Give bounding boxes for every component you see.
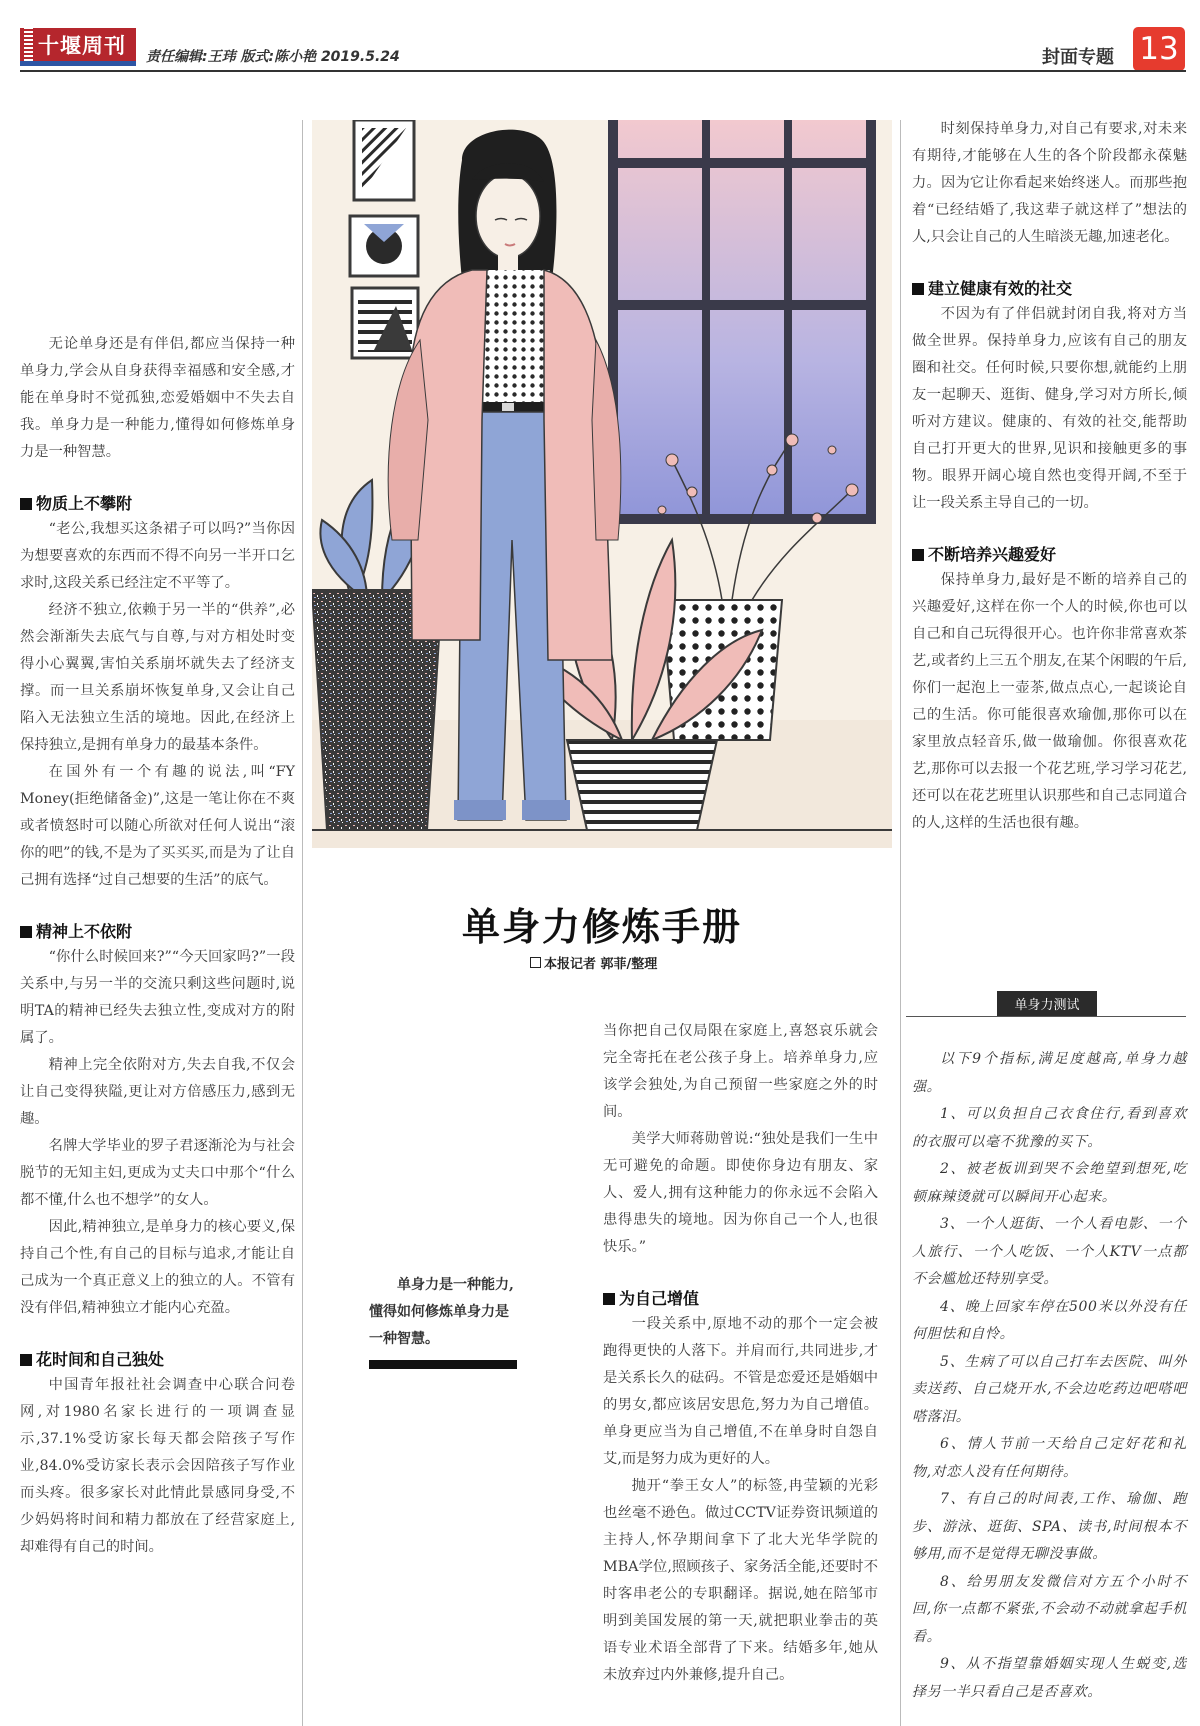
section-heading-text: 精神上不依附 [36,922,133,941]
test-item: 5、生病了可以自己打车去医院、叫外卖送药、自己烧开水,不会边吃药边吧嗒吧嗒落泪。 [912,1353,1187,1425]
masthead-logo [20,28,136,66]
section-heading [20,492,295,516]
left-column [20,331,295,1561]
editor-line: 责任编辑:王玮 版式:陈小艳 2019.5.24 [146,49,400,65]
pull-quote: 单身力是一种能力,懂得如何修炼单身力是一种智慧。 [369,1277,514,1347]
test-item: 2、被老板训到哭不会绝望到想死,吃顿麻辣烫就可以瞬间开心起来。 [912,1161,1187,1205]
masthead-stripe [24,28,33,61]
body-paragraph: 保持单身力,最好是不断的培养自己的兴趣爱好,这样在你一个人的时候,你也可以自己和自己玩得很开心。也许你非常喜欢茶艺,或者约上三五个朋友,在某个闲暇的午后,你们一起泡上一壶茶,做点点心,一起谈论自己的生活。你可能很喜欢瑜伽,那你可以在家里放点轻音乐,做一做瑜伽。你很喜欢花艺,那你可以去报一个花艺班,学习学习花艺,还可以在花艺班里认识那些和自己志同道合的人,这样的生活也很有趣。 [912,572,1187,831]
heading-square-bullet [20,1354,32,1366]
section-heading [20,920,295,944]
body-paragraph: 中国青年报社社会调查中心联合问卷网,对1980名家长进行的一项调查显示,37.1%受访家长每天都会陪孩子写作业,84.0%受访家长表示会因陪孩子写作业而头疼。很多家长对此情此景感同身受,不少妈妈将时间和精力都放在了经营家庭上,却难得有自己的时间。 [20,1377,295,1555]
middle-column [603,1018,878,1689]
test-item: 3、一个人逛街、一个人看电影、一个人旅行、一个人吃饭、一个人KTV一点都不会尴尬还特别享受。 [912,1216,1187,1287]
section-label: 封面专题 [1042,47,1114,68]
test-item: 7、有自己的时间表,工作、瑜伽、跑步、游泳、逛街、SPA、读书,时间根本不够用,而不是觉得无聊没事做。 [912,1491,1187,1562]
intro-paragraph: 无论单身还是有伴侣,都应当保持一种单身力,学会从自身获得幸福感和安全感,才能在单身时不觉孤独,恋爱婚姻中不失去自我。单身力是一种能力,懂得如何修炼单身力是一种智慧。 [20,336,295,460]
test-item: 1、可以负担自己衣食住行,看到喜欢的衣服可以毫不犹豫的买下。 [912,1106,1187,1150]
body-paragraph: 经济不独立,依赖于另一半的“供养”,必然会渐渐失去底气与自尊,与对方相处时变得小心翼翼,害怕关系崩坏就失去了经济支撑。而一旦关系崩坏恢复单身,又会让自己陷入无法独立生活的境地。因此,在经济上保持独立,是拥有单身力的最基本条件。 [20,602,295,753]
byline-text: 本报记者 郭菲/整理 [544,957,658,972]
header-rule [20,70,1186,72]
heading-square-bullet [912,283,924,295]
test-item: 6、情人节前一天给自己定好花和礼物,对恋人没有任何期待。 [912,1436,1187,1480]
body-paragraph: “老公,我想买这条裙子可以吗?”当你因为想要喜欢的东西而不得不向另一半开口乞求时,这段关系已经注定不平等了。 [20,521,295,591]
section-heading-text: 不断培养兴趣爱好 [928,545,1057,564]
heading-square-bullet [20,926,32,938]
test-list [912,1046,1187,1706]
body-paragraph: 因此,精神独立,是单身力的核心要义,保持自己个性,有自己的目标与追求,才能让自己成为一个真正意义上的独立的人。不管有没有伴侣,精神独立才能内心充盈。 [20,1219,295,1316]
section-heading-text: 物质上不攀附 [36,494,133,513]
body-paragraph: 名牌大学毕业的罗子君逐渐沦为与社会脱节的无知主妇,更成为丈夫口中那个“什么都不懂,什么也不想学”的女人。 [20,1138,295,1208]
test-rule [906,1016,1186,1017]
pull-quote-bar [369,1360,517,1369]
section-heading [912,277,1187,301]
page-number-badge: 13 [1133,27,1185,71]
column-divider [302,120,303,1726]
heading-square-bullet [603,1293,615,1305]
body-paragraph: 当你把自己仅局限在家庭上,喜怒哀乐就会完全寄托在老公孩子身上。培养单身力,应该学会独处,为自己预留一些家庭之外的时间。 [603,1023,878,1120]
body-paragraph: “你什么时候回来?”“今天回家吗?”一段关系中,与另一半的交流只剩这些问题时,说明TA的精神已经失去独立性,变成对方的附属了。 [20,949,295,1046]
test-item: 8、给男朋友发微信对方五个小时不回,你一点都不紧张,不会动不动就拿起手机看。 [912,1573,1187,1645]
section-heading [603,1287,878,1311]
article-title: 单身力修炼手册 [461,904,742,949]
byline [530,953,657,972]
test-label: 单身力测试 [997,991,1097,1016]
body-paragraph: 美学大师蒋勋曾说:“独处是我们一生中无可避免的命题。即使你身边有朋友、家人、爱人,拥有这种能力的你永远不会陷入患得患失的境地。因为你自己一个人,也很快乐。” [603,1131,878,1255]
section-heading [20,1348,295,1372]
body-paragraph: 时刻保持单身力,对自己有要求,对未来有期待,才能够在人生的各个阶段都永葆魅力。因为它让你看起来始终迷人。而那些抱着“已经结婚了,我这辈子就这样了”想法的人,只会让自己的人生暗淡无趣,加速老化。 [912,121,1187,245]
heading-square-bullet [912,549,924,561]
body-paragraph: 一段关系中,原地不动的那个一定会被跑得更快的人落下。并肩而行,共同进步,才是关系长久的砝码。不管是恋爱还是婚姻中的男女,都应该居安思危,努力为自己增值。单身更应当为自己增值,不在单身时自怨自艾,而是努力成为更好的人。 [603,1316,878,1467]
masthead-title: 十堰周刊 [38,32,126,58]
test-intro: 以下9个指标,满足度越高,单身力越强。 [912,1051,1187,1095]
body-paragraph: 在国外有一个有趣的说法,叫“FY Money(拒绝储备金)”,这是一笔让你在不爽或者愤怒时可以随心所欲对任何人说出“滚你的吧”的钱,不是为了买买买,而是为了让自己拥有选择“过自己想要的生活”的底气。 [20,764,295,888]
cover-illustration [312,120,892,848]
body-paragraph: 精神上完全依附对方,失去自我,不仅会让自己变得狭隘,更让对方倍感压力,感到无趣。 [20,1057,295,1127]
byline-box-icon [530,957,541,968]
section-heading-text: 为自己增值 [619,1289,700,1308]
test-item: 9、从不指望靠婚姻实现人生蜕变,选择另一半只看自己是否喜欢。 [912,1656,1187,1700]
section-heading [912,543,1187,567]
section-heading-text: 花时间和自己独处 [36,1350,165,1369]
right-column [912,116,1187,837]
body-paragraph: 抛开“拳王女人”的标签,冉莹颖的光彩也丝毫不逊色。做过CCTV证券资讯频道的主持人,怀孕期间拿下了北大光华学院的MBA学位,照顾孩子、家务活全能,还要时不时客串老公的专职翻译。据说,她在陪邹市明到美国发展的第一天,就把职业拳击的英语专业术语全部背了下来。结婚多年,她从未放弃过内外兼修,提升自己。 [603,1478,878,1683]
column-divider [900,120,901,1726]
section-heading-text: 建立健康有效的社交 [928,279,1073,298]
body-paragraph: 不因为有了伴侣就封闭自我,将对方当做全世界。保持单身力,应该有自己的朋友圈和社交。任何时候,只要你想,就能约上朋友一起聊天、逛街、健身,学习对方所长,倾听对方建议。健康的、有效的社交,能帮助自己打开更大的世界,见识和接触更多的事物。眼界开阔心境自然也变得开阔,不至于让一段关系主导自己的一切。 [912,306,1187,511]
heading-square-bullet [20,498,32,510]
test-item: 4、晚上回家车停在500米以外没有任何胆怯和自怜。 [912,1298,1187,1342]
